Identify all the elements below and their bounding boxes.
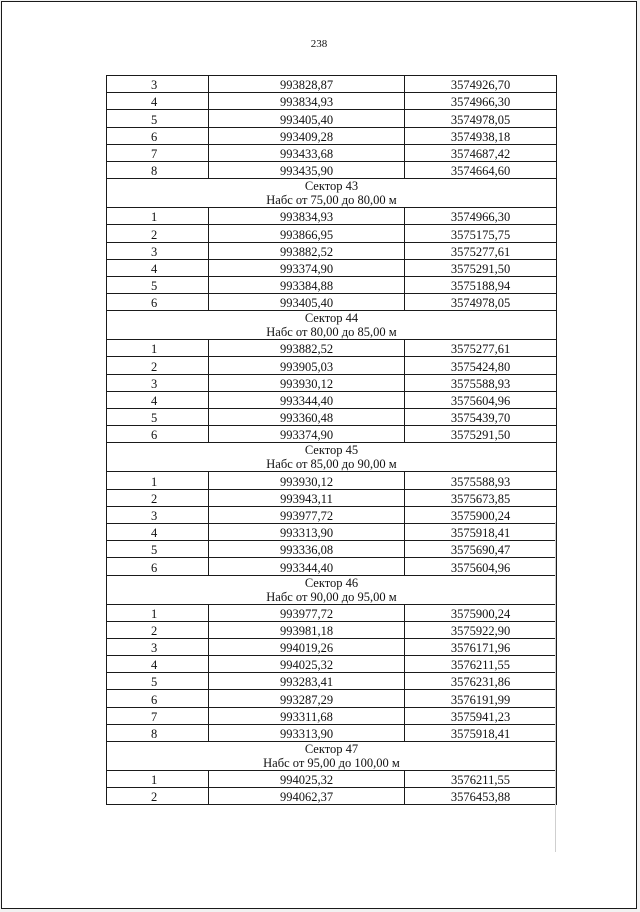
y-coordinate-cell: 3576211,55: [405, 771, 557, 788]
point-number-cell: 2: [107, 788, 209, 805]
y-coordinate-cell: 3574938,18: [405, 127, 557, 144]
y-coordinate-cell: 3575291,50: [405, 426, 557, 443]
point-number-cell: 1: [107, 472, 209, 489]
table-row: [107, 276, 557, 293]
sector-height-range: Набс от 90,00 до 95,00 м: [266, 589, 397, 604]
point-number-cell: 6: [107, 558, 209, 575]
x-coordinate-cell: 993882,52: [209, 242, 405, 259]
table-row: [107, 76, 557, 93]
y-coordinate-cell: 3575918,41: [405, 523, 557, 540]
sector-title: Сектор 44: [304, 311, 359, 326]
point-number-cell: 3: [107, 242, 209, 259]
x-coordinate-cell: 994062,37: [209, 788, 405, 805]
x-coordinate-cell: 993360,48: [209, 409, 405, 426]
table-row: [107, 707, 557, 724]
sector-header-row: [107, 311, 557, 340]
x-coordinate-cell: 993828,87: [209, 76, 405, 93]
x-coordinate-cell: 993405,40: [209, 110, 405, 127]
x-coordinate-cell: 993834,93: [209, 208, 405, 225]
point-number-cell: 4: [107, 523, 209, 540]
y-coordinate-cell: 3574978,05: [405, 294, 557, 311]
x-coordinate-cell: 993943,11: [209, 489, 405, 506]
coordinates-table-body: [107, 76, 557, 805]
point-number-cell: 1: [107, 604, 209, 621]
point-number-cell: 6: [107, 690, 209, 707]
sector-header: [107, 742, 557, 771]
sector-header-row: [107, 179, 557, 208]
table-row: [107, 225, 557, 242]
x-coordinate-cell: 993866,95: [209, 225, 405, 242]
table-row: [107, 638, 557, 655]
table-row: [107, 673, 557, 690]
sector-header-row: [107, 443, 557, 472]
x-coordinate-cell: 993313,90: [209, 523, 405, 540]
point-number-cell: 5: [107, 541, 209, 558]
y-coordinate-cell: 3576171,96: [405, 638, 557, 655]
table-row: [107, 93, 557, 110]
y-coordinate-cell: 3574687,42: [405, 144, 557, 161]
sector-title: Сектор 46: [304, 575, 359, 590]
x-coordinate-cell: 994025,32: [209, 771, 405, 788]
point-number-cell: 4: [107, 93, 209, 110]
y-coordinate-cell: 3575588,93: [405, 472, 557, 489]
coordinates-table: [106, 75, 557, 805]
table-row: [107, 656, 557, 673]
point-number-cell: 1: [107, 208, 209, 225]
point-number-cell: 3: [107, 638, 209, 655]
point-number-cell: 7: [107, 144, 209, 161]
y-coordinate-cell: 3575604,96: [405, 558, 557, 575]
y-coordinate-cell: 3574926,70: [405, 76, 557, 93]
point-number-cell: 5: [107, 673, 209, 690]
x-coordinate-cell: 993977,72: [209, 604, 405, 621]
y-coordinate-cell: 3575439,70: [405, 409, 557, 426]
x-coordinate-cell: 993283,41: [209, 673, 405, 690]
x-coordinate-cell: 993336,08: [209, 541, 405, 558]
table-row: [107, 788, 557, 805]
x-coordinate-cell: 993981,18: [209, 621, 405, 638]
y-coordinate-cell: 3575673,85: [405, 489, 557, 506]
point-number-cell: 2: [107, 489, 209, 506]
x-coordinate-cell: 993313,90: [209, 724, 405, 741]
y-coordinate-cell: 3574966,30: [405, 208, 557, 225]
table-row: [107, 208, 557, 225]
point-number-cell: 4: [107, 259, 209, 276]
point-number-cell: 8: [107, 161, 209, 178]
point-number-cell: 3: [107, 374, 209, 391]
table-row: [107, 409, 557, 426]
table-row: [107, 426, 557, 443]
sector-height-range: Набс от 95,00 до 100,00 м: [263, 756, 400, 770]
x-coordinate-cell: 994019,26: [209, 638, 405, 655]
sector-header-row: [107, 575, 557, 604]
x-coordinate-cell: 993930,12: [209, 472, 405, 489]
point-number-cell: 1: [107, 771, 209, 788]
x-coordinate-cell: 993344,40: [209, 391, 405, 408]
y-coordinate-cell: 3576231,86: [405, 673, 557, 690]
table-row: [107, 506, 557, 523]
point-number-cell: 5: [107, 409, 209, 426]
y-coordinate-cell: 3574978,05: [405, 110, 557, 127]
y-coordinate-cell: 3574966,30: [405, 93, 557, 110]
sector-height-range: Набс от 85,00 до 90,00 м: [266, 457, 397, 472]
y-coordinate-cell: 3575900,24: [405, 604, 557, 621]
table-row: [107, 294, 557, 311]
scan-artifact-line: [555, 522, 556, 852]
y-coordinate-cell: 3576211,55: [405, 656, 557, 673]
point-number-cell: 8: [107, 724, 209, 741]
table-row: [107, 357, 557, 374]
x-coordinate-cell: 993287,29: [209, 690, 405, 707]
table-row: [107, 690, 557, 707]
point-number-cell: 6: [107, 127, 209, 144]
table-row: [107, 621, 557, 638]
point-number-cell: 2: [107, 225, 209, 242]
x-coordinate-cell: 993344,40: [209, 558, 405, 575]
table-row: [107, 161, 557, 178]
table-row: [107, 144, 557, 161]
x-coordinate-cell: 993311,68: [209, 707, 405, 724]
table-row: [107, 259, 557, 276]
point-number-cell: 5: [107, 110, 209, 127]
sector-title: Сектор 45: [304, 443, 359, 458]
table-row: [107, 340, 557, 357]
point-number-cell: 3: [107, 76, 209, 93]
y-coordinate-cell: 3575604,96: [405, 391, 557, 408]
table-row: [107, 374, 557, 391]
point-number-cell: 1: [107, 340, 209, 357]
table-row: [107, 771, 557, 788]
x-coordinate-cell: 993409,28: [209, 127, 405, 144]
table-row: [107, 724, 557, 741]
sector-header: [107, 443, 557, 472]
x-coordinate-cell: 993834,93: [209, 93, 405, 110]
y-coordinate-cell: 3575941,23: [405, 707, 557, 724]
table-row: [107, 558, 557, 575]
point-number-cell: 7: [107, 707, 209, 724]
point-number-cell: 6: [107, 426, 209, 443]
y-coordinate-cell: 3575588,93: [405, 374, 557, 391]
sector-height-range: Набс от 80,00 до 85,00 м: [266, 325, 397, 340]
table-row: [107, 242, 557, 259]
x-coordinate-cell: 993930,12: [209, 374, 405, 391]
x-coordinate-cell: 993435,90: [209, 161, 405, 178]
y-coordinate-cell: 3575188,94: [405, 276, 557, 293]
y-coordinate-cell: 3575277,61: [405, 242, 557, 259]
y-coordinate-cell: 3575690,47: [405, 541, 557, 558]
x-coordinate-cell: 993433,68: [209, 144, 405, 161]
y-coordinate-cell: 3575175,75: [405, 225, 557, 242]
table-row: [107, 489, 557, 506]
y-coordinate-cell: 3575922,90: [405, 621, 557, 638]
page-number: 238: [310, 38, 328, 50]
x-coordinate-cell: 993384,88: [209, 276, 405, 293]
table-row: [107, 604, 557, 621]
table-row: [107, 472, 557, 489]
table-row: [107, 541, 557, 558]
point-number-cell: 6: [107, 294, 209, 311]
sector-title: Сектор 47: [304, 742, 359, 756]
y-coordinate-cell: 3575900,24: [405, 506, 557, 523]
x-coordinate-cell: 993882,52: [209, 340, 405, 357]
sector-title: Сектор 43: [304, 179, 359, 194]
y-coordinate-cell: 3575918,41: [405, 724, 557, 741]
point-number-cell: 2: [107, 357, 209, 374]
sector-header-row: [107, 742, 557, 771]
table-row: [107, 523, 557, 540]
y-coordinate-cell: 3575277,61: [405, 340, 557, 357]
x-coordinate-cell: 993977,72: [209, 506, 405, 523]
point-number-cell: 2: [107, 621, 209, 638]
point-number-cell: 5: [107, 276, 209, 293]
table-row: [107, 110, 557, 127]
table-row: [107, 391, 557, 408]
y-coordinate-cell: 3576453,88: [405, 788, 557, 805]
table-row: [107, 127, 557, 144]
sector-header: [107, 575, 557, 604]
point-number-cell: 3: [107, 506, 209, 523]
x-coordinate-cell: 993905,03: [209, 357, 405, 374]
x-coordinate-cell: 993374,90: [209, 426, 405, 443]
x-coordinate-cell: 994025,32: [209, 656, 405, 673]
y-coordinate-cell: 3576191,99: [405, 690, 557, 707]
y-coordinate-cell: 3575291,50: [405, 259, 557, 276]
sector-height-range: Набс от 75,00 до 80,00 м: [266, 193, 397, 208]
document-page: [1, 1, 637, 909]
x-coordinate-cell: 993374,90: [209, 259, 405, 276]
point-number-cell: 4: [107, 656, 209, 673]
sector-header: [107, 311, 557, 340]
y-coordinate-cell: 3575424,80: [405, 357, 557, 374]
point-number-cell: 4: [107, 391, 209, 408]
x-coordinate-cell: 993405,40: [209, 294, 405, 311]
sector-header: [107, 179, 557, 208]
y-coordinate-cell: 3574664,60: [405, 161, 557, 178]
